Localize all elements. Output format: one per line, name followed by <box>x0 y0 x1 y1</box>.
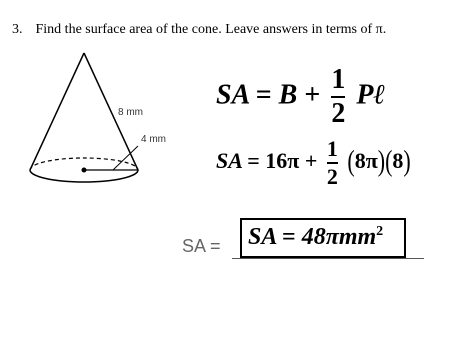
answer-value: 48πmm <box>301 224 377 250</box>
formula-lhs: SA <box>216 79 249 111</box>
formula-perimeter-slant: Pℓ <box>356 79 386 111</box>
cone-left-side <box>30 53 84 170</box>
sub-term1: 16π <box>265 148 300 174</box>
sub-close-paren-1: ) <box>377 143 386 178</box>
radius-leader-line <box>113 146 138 170</box>
sub-open-paren-1: ( <box>347 143 355 178</box>
answer-expression <box>248 224 383 251</box>
formula-base: B <box>278 79 298 111</box>
formula-frac-den: 2 <box>331 98 346 129</box>
sub-factor2: 8 <box>392 148 404 174</box>
formula-general <box>216 66 385 128</box>
formula-fraction <box>331 66 345 128</box>
sub-frac-num: 1 <box>326 136 338 161</box>
sub-plus: + <box>304 148 318 174</box>
radius-label: 4 mm <box>141 134 166 145</box>
formula-frac-num: 1 <box>331 64 346 95</box>
sub-factor1: 8π <box>354 148 378 174</box>
formula-equals: = <box>255 79 272 111</box>
answer-prompt: SA = <box>182 236 221 256</box>
sub-equals: = <box>247 148 260 174</box>
answer-equals: = <box>282 224 296 250</box>
center-point <box>82 168 87 173</box>
sub-fraction <box>327 138 338 188</box>
problem-number: 3. <box>12 22 23 37</box>
sub-open-paren-2: ( <box>385 143 393 178</box>
answer-lhs: SA <box>248 224 277 250</box>
slant-height-label: 8 mm <box>118 107 143 118</box>
answer-underline <box>232 258 424 259</box>
sub-lhs: SA <box>216 148 242 174</box>
problem-text: Find the surface area of the cone. Leave answers in terms of π. <box>35 22 387 37</box>
sub-frac-den: 2 <box>326 164 338 189</box>
formula-plus: + <box>304 79 321 111</box>
answer-exponent: 2 <box>376 224 384 239</box>
formula-substituted <box>216 138 411 188</box>
sub-close-paren-2: ) <box>403 143 411 178</box>
